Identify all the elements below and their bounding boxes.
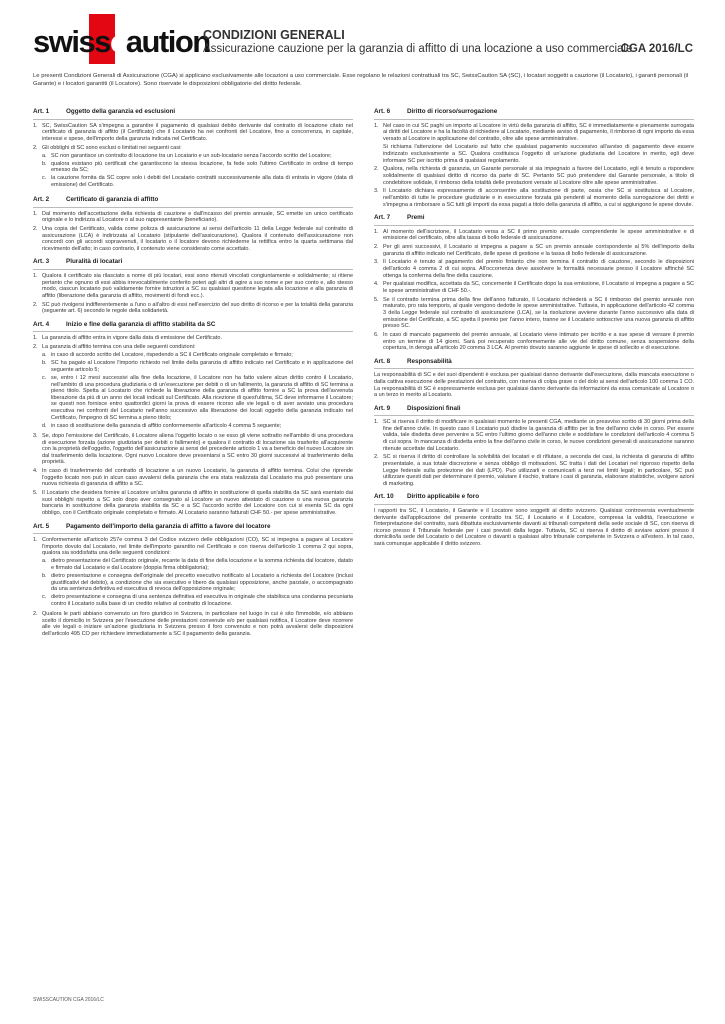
article-number: Art. 9 — [374, 404, 391, 412]
sub-clause-text: in caso di sostituzione della garanzia di affitto conformemente all'articolo 4 comma 5 seguente; — [51, 422, 282, 429]
clause — [33, 123, 353, 143]
sub-clause — [42, 161, 353, 174]
clause-body — [42, 273, 353, 299]
clause — [374, 332, 694, 352]
clause-body — [42, 344, 353, 431]
article-text: I rapporti tra SC, il Locatario, il Garante e il Locatore sono soggetti al diritto svizzero. Qualsiasi controversia eventualmente derivante dall'applicazione del presente contratto tra SC, il Locatario e il Locatore, compresa la validità, l'esecuzione e l'interpretazione del contratto, sarà dibattuta esclusivamente davanti ai tribunali competenti della sede sociale di SC, con riserva di ricorso presso il Tribunale federale per i casi previsti dalla legge. Tuttavia, SC si riserva il diritto di avviare azioni presso il domicilio/la sede del Locatario o del Locatore o davanti a qualsiasi altro tribunale competente in Svizzera o all'estero. In tal caso, sarà comunque applicabile il diritto svizzero. — [374, 508, 694, 547]
clause — [374, 229, 694, 242]
clause-text: Al momento dell'iscrizione, il Locatario versa a SC il primo premio annuale comprendente le spese amministrative e di emissione del certificato, oltre alla tassa di bollo federale di assicurazione. — [383, 228, 694, 242]
clause-text: Il Locatario che desidera fornire al Locatore un'altra garanzia di affitto in sostituzione di quella stabilita da SC sarà esentato dai suoi obblighi rispetto a SC solo dopo aver consegnato al Locatore un nuovo attestato di cauzione o una nuova garanzia bancaria in sostituzione della garanzia stabilita da SC e a SC l'accordo scritto del Locatore con cui si esenta SC da ogni obbligo, con il Certificato originale completato e firmato. Al Locatario saranno fatturati CHF 50.- per spese amministrative. — [42, 490, 353, 516]
article-title: Disposizioni finali — [407, 404, 461, 412]
clause — [33, 468, 353, 488]
clause-body — [42, 335, 353, 342]
sub-clause-text: qualora esistano più certificati che garantiscono la stessa locazione, fa fede solo l'ultimo Certificato in ordine di tempo emesso da SC; — [51, 160, 353, 174]
clause-text: Per qualsiasi modifica, accettata da SC, concernente il Certificato dopo la sua emissione, il Locatario si impegna a pagare a SC le spese amministrative di CHF 50.-. — [383, 281, 694, 294]
clause-number: 2. — [33, 301, 38, 308]
clause — [33, 344, 353, 431]
clause — [33, 433, 353, 466]
clause-number: 2. — [33, 144, 38, 151]
clause-body — [383, 166, 694, 186]
article-heading — [33, 197, 353, 208]
sub-clause-text: SC ha pagato al Locatore l'importo richiesto nel limite della garanzia di affitto indicato nel Certificato e in applicazione del seguente articolo 5; — [51, 360, 353, 373]
article-title: Certificato di garanzia di affitto — [66, 196, 159, 204]
clause-text: Qualora, nella richiesta di garanzia, un Garante personale si sia impegnato a favore del Locatario, egli è tenuto a rispondere solidalmente di qualsiasi diritto di ricorso da parte di SC. Pertanto SC può pretendere dal Garante personale, a titolo di condebitore solidale, il rimborso della totalità delle prestazioni versate al Locatore oltre alle spese amministrative. — [383, 166, 694, 186]
clause — [33, 145, 353, 191]
clause — [374, 259, 694, 279]
sub-clause-letter: a. — [42, 352, 47, 359]
article-title: Premi — [407, 214, 425, 222]
article-heading — [33, 259, 353, 270]
clause-number: 2. — [374, 244, 379, 251]
clause-number: 1. — [33, 122, 38, 129]
clause-body — [383, 454, 694, 487]
clause-body — [383, 297, 694, 330]
clause-text: Dal momento dell'accettazione della richiesta di cauzione e dall'incasso del premio annuale, SC emette un unico certificato originale e lo indirizza al Locatore o al suo rappresentante (beneficiario). — [42, 210, 353, 224]
clause-number: 1. — [33, 210, 38, 217]
sub-clause — [42, 558, 353, 571]
clause — [33, 611, 353, 637]
sub-clause-letter: a. — [42, 558, 47, 565]
clause-text: Gli obblighi di SC sono esclusi o limitati nei seguenti casi: — [42, 144, 182, 151]
sub-clause-text: dietro presentazione e consegna dell'originale del precetto esecutivo notificato al Locatario a richiesta del Locatore (inclusi giustificativi del debito), a condizione che sia esecutivo e libero da qualsiasi opposizione, anche parziale, o accompagnato da una sentenza definitiva ed esecutiva di revoca dell'opposizione originale; — [51, 573, 353, 593]
clause — [33, 226, 353, 252]
article-number: Art. 5 — [33, 522, 50, 530]
clause-number: 2. — [33, 226, 38, 233]
sub-clause-text: in caso di accordo scritto del Locatore, rispedendo a SC il Certificato originale completato e firmato; — [51, 352, 293, 359]
article-number: Art. 10 — [374, 493, 394, 501]
sub-clause — [42, 352, 353, 359]
sub-clause-letter: d. — [42, 422, 47, 429]
sub-clause-letter: b. — [42, 360, 47, 367]
clause-body — [383, 229, 694, 242]
clause-text: SC si riserva il diritto di modificare in qualsiasi momento le presenti CGA, mediante un preavviso scritto di 30 giorni prima della fine dell'anno civile. In questo caso il Locatario può disdire la garanzia di affitto per la fine dell'anno civile in corso. Per essere valida, tale disdetta deve pervenire a SC entro l'ultimo giorno dell'anno civile e soddisfare le condizioni dell'articolo 4 comma 5 di cui sopra. In mancanza di disdetta entro la fine dell'anno civile in corso, le nuove condizioni generali di assicurazione saranno ritenute accettate dal Locatario. — [383, 419, 694, 452]
article-section — [374, 494, 694, 547]
sub-clause-letter: a. — [42, 152, 47, 159]
clause-body — [383, 123, 694, 165]
clause-text: Una copia del Certificato, valida come polizza di assicurazione ai sensi dell'articolo 11 della Legge federale sul contratto di assicurazione (LCA) è indirizzata al Locatario (stipulante dell'assicurazione). Qualora il contenuto dell'assicurazione non concordi con gli accordi sopravvenuti, il locatario o il locatore devono richiederne la rettifica entro la quarta settimana dal ricevimento dell'atto; in caso contrario, il contenuto viene considerato come accettato. — [42, 226, 353, 252]
clause-body — [383, 281, 694, 294]
article-title: Inizio e fine della garanzia di affitto stabilita da SC — [66, 320, 216, 328]
clause-text: La garanzia di affitto entra in vigore dalla data di emissione del Certificato. — [42, 335, 222, 342]
article-section — [33, 524, 353, 638]
article-section — [374, 215, 694, 352]
swisscaution-logo — [33, 14, 210, 64]
sub-clause — [42, 594, 353, 607]
article-number: Art. 7 — [374, 214, 391, 222]
article-number: Art. 1 — [33, 108, 50, 115]
sub-clause-text: la cauzione fornita da SC copre solo i debiti del Locatario contratti successivamente alla data di entrata in vigore (data di emissione) del Certificato. — [51, 175, 353, 189]
clause-number: 3. — [374, 259, 379, 266]
clause-text: Per gli anni successivi, il Locatario si impegna a pagare a SC un premio annuale corrispondente al 5% dell'importo della garanzia di affitto indicato nel Certificato, delle spese di gestione e la tassa di bollo federale di assicurazione. — [383, 244, 694, 257]
article-section — [374, 406, 694, 488]
sub-clause-letter: b. — [42, 160, 47, 167]
article-heading — [374, 406, 694, 417]
sub-clause — [42, 375, 353, 421]
sub-clause-text: SC non garantisce un contratto di locazione tra un Locatario e un sub-locatario senza l'accordo scritto del Locatore; — [51, 152, 332, 159]
clause-number: 6. — [374, 331, 379, 338]
clause-body — [42, 123, 353, 143]
clause-number: 1. — [33, 335, 38, 342]
clause-body — [383, 188, 694, 208]
clause-text: SC può rivolgersi indifferentemente a l'uno o all'altro di essi nell'esercizio del suo diritto di ricorso e per la totalità della garanzia (seguente art. 6) secondo le regole della solidarietà. — [42, 301, 353, 315]
clause-number: 3. — [374, 188, 379, 195]
clause-body — [42, 211, 353, 224]
clause-number: 2. — [33, 344, 38, 351]
article-title: Diritto applicabile e foro — [407, 493, 480, 501]
sub-clause-text: se, entro i 12 mesi successivi alla fine della locazione, il Locatore non ha fatto valere alcun diritto contro il Locatario, nell'ambito di una procedura giudiziaria o di un'esecuzione per debiti o di un fallimento, la garanzia di affitto di SC termina a pieno titolo. Spetta al Locatario che richiede la liberazione della garanzia di affitto fornire a SC la prova dell'avvenuta liberazione da più di un anno dei locali indicati sul Certificato. Alla ricezione di quest'ultima, SC deve informarne il Locatore; se questi non fornisce entro quattordici giorni la prova di essere ricorso alle vie legali o di aver avviato una procedura esecutiva nei confronti del Locatario nell'anno successivo alla liberazione dei locali oggetto della garanzia indicato nel Certificato, l'impegno di SC termina a pieno titolo; — [51, 375, 353, 421]
clause-text: Se il contratto termina prima della fine dell'anno fatturato, il Locatario richiederà a SC il rimborso del premio annuale non maturato, pro rata temporis, al quale vengono dedotte le spese amministrative. Tuttavia, in applicazione dell'articolo 42 comma 3 della Legge federale sul contratto di assicurazione (LCA), se la risoluzione avviene durante l'anno successivo alla data di emissione del Certificato, a SC spetta il premio per l'anno intero, tranne se il Locatario sottoscrive una nuova garanzia di affitto presso SC. — [383, 296, 694, 330]
clause-body — [42, 145, 353, 191]
clause — [33, 211, 353, 224]
clause-number: 1. — [374, 228, 379, 235]
article-heading — [33, 109, 353, 120]
sub-clause-letter: b. — [42, 573, 47, 580]
left-column — [33, 109, 353, 645]
sub-clause — [42, 153, 353, 160]
clause-text: In caso di trasferimento del contratto di locazione a un nuovo Locatario, la garanzia di affitto termina. Colui che riprende l'oggetto locato non può in alcun caso avvalersi della garanzia che era stata realizzata dal Locatario ma può presentare una nuova richiesta di garanzia di affitto a SC. — [42, 468, 353, 488]
clause-text: SC si riserva il diritto di controllare la solvibilità dei locatari e di rifiutare, a seconda dei casi, la richiesta di garanzia di affitto presentatale, a sua totale discrezione e senza obbligo di motivazioni. SC tratta i dati dei Locatari nel rigoroso rispetto della Legge federale sulla protezione dei dati (LPD). Può utilizzarli e comunicarli a terzi nei limiti legali; in particolare, SC può utilizzare questi dati per determinare il premio, valutare il rischio, trattare i casi di garanzia, elaborare statistiche, svolgere azioni di marketing. — [383, 454, 694, 487]
clause-number: 5. — [374, 296, 379, 303]
sub-clause — [42, 423, 353, 430]
sub-clause-letter: c. — [42, 594, 47, 601]
clause — [374, 297, 694, 330]
sub-clause-text: dietro presentazione del Certificato originale, recante la data di fine della locazione e la somma richiesta dal locatore, datato e firmato dal Locatario e dal Locatore (doppia firma obbligatoria); — [51, 558, 353, 571]
clause-number: 5. — [33, 490, 38, 497]
clause-body — [383, 259, 694, 279]
clause-number: 1. — [33, 537, 38, 544]
page-footer: SWISSCAUTION CGA 2016/LC — [33, 997, 104, 1003]
clause-number: 3. — [33, 433, 38, 439]
clause-number: 1. — [374, 419, 379, 426]
clause — [374, 244, 694, 257]
clause-number: 4. — [33, 468, 38, 475]
article-title: Oggetto della garanzia ed esclusioni — [66, 108, 176, 115]
clause — [33, 335, 353, 342]
clause-body — [383, 332, 694, 352]
article-number: Art. 6 — [374, 108, 391, 115]
clause-number: 4. — [374, 281, 379, 288]
clause — [33, 537, 353, 609]
clause-number: 2. — [33, 611, 38, 618]
clause-text: Il Locatario dichiara espressamente di acconsentire alla sostituzione di parte, ossia che SC si sostituisca al Locatore, nell'ambito di tutte le procedure giudiziarie e in esecuzione forzata già pendenti al momento della surrogazione dei diritti e s'impegna a rimborsare a SC tutti gli importi da essa pagati a titolo della garanzia di affitto, a cui si aggiungono le spese dovute. — [383, 188, 694, 208]
article-heading — [374, 109, 694, 120]
document-subtitle: Assicurazione cauzione per la garanzia di affitto di una locazione a uso commerciale — [203, 43, 633, 55]
clause — [33, 302, 353, 315]
article-heading — [374, 494, 694, 505]
document-title: CONDIZIONI GENERALI — [203, 28, 345, 42]
article-title: Pluralità di locatari — [66, 258, 123, 266]
clause-body — [42, 433, 353, 466]
clause — [374, 123, 694, 165]
clause-body — [42, 302, 353, 315]
sub-clause-text: dietro presentazione e consegna di una sentenza definitiva ed esecutiva in originale che stabilisca una condanna pecuniaria contro il Locatario sulla base di un credito relativo al contratto di locazione. — [51, 594, 353, 607]
sub-clause — [42, 175, 353, 188]
sub-clause — [42, 573, 353, 593]
logo-text-c: c — [109, 24, 126, 59]
article-number: Art. 8 — [374, 357, 391, 365]
clause — [33, 490, 353, 516]
article-section — [33, 259, 353, 314]
article-text: La responsabilità di SC e dei suoi dipendenti è esclusa per qualsiasi danno derivante dall'esecuzione, dalla mancata esecuzione o dalla cattiva esecuzione delle prestazioni del contratto, con riserva di colpa grave o del dolo ai sensi dell'articolo 100 comma 1 CO. La responsabilità di SC è espressamente esclusa per qualsiasi danno derivante da informazioni da essa comunicate al Locatore o a un terzo in merito al Locatario. — [374, 372, 694, 399]
clause-body — [42, 537, 353, 609]
article-title: Responsabilità — [407, 357, 452, 365]
clause-text: Qualora il certificato sia rilasciato a nome di più locatari, essi sono ritenuti vincolati congiuntamente e solidalmente; si ritiene pertanto che ognuno di essi abbia irrevocabilmente conferito poteri agli altri di agire a suo nome e per suo conto e, allo stesso modo, ciascun locatario può validamente fornire istruzioni a SC su qualsiasi questione legata alla locazione e alla garanzia di affitto (liberazione della garanzia di affitto, movimenti di fondi ecc.). — [42, 273, 353, 299]
clause — [374, 281, 694, 294]
article-heading — [374, 215, 694, 226]
article-title: Pagamento dell'importo della garanzia di affitto a favore del locatore — [66, 522, 271, 530]
clause-text: Il Locatario è tenuto al pagamento del premio fintanto che non termina il contratto di cauzione, secondo le disposizioni dell'articolo 4 comma 2 di cui sopra. All'occorrenza deve assolvere le formalità necessarie presso il Locatore affinché SC ottenga la conferma della fine della cauzione. — [383, 259, 694, 279]
clause — [374, 188, 694, 208]
sub-clause — [42, 360, 353, 373]
article-number: Art. 4 — [33, 320, 50, 328]
article-number: Art. 3 — [33, 258, 50, 266]
article-heading — [374, 359, 694, 370]
clause-number: 2. — [374, 454, 379, 461]
clause — [374, 419, 694, 452]
right-column — [374, 109, 694, 555]
document-code: CGA 2016/LC — [620, 43, 693, 55]
clause-text: Nel caso in cui SC paghi un importo al Locatore in virtù della garanzia di affitto, SC è immediatamente e pienamente surrogata ai diritti del Locatore e ha la facoltà di richiedere al Locatario, mediante avviso di pagamento, il rimborso di ogni importo da essa versato al Locatore in applicazione del contratto, oltre alle spese amministrative. — [383, 122, 694, 142]
logo-text-swiss: swiss — [33, 24, 110, 59]
clause-text: SC, SwissCaution SA s'impegna a garantire il pagamento di qualsiasi debito derivante dal contratto di locazione citato nel certificato di garanzia di affitto (il Certificato) che il Locatario ha nei confronti del Locatore, fino a concorrenza, in capitale, interessi e spese, dell'importo della garanzia indicata nel Certificato. — [42, 122, 353, 142]
clause — [374, 454, 694, 487]
article-heading — [33, 524, 353, 535]
clause-body — [42, 226, 353, 252]
clause-number: 1. — [374, 122, 379, 129]
article-number: Art. 2 — [33, 196, 50, 204]
clause-body — [42, 611, 353, 637]
clause-number: 1. — [33, 273, 38, 280]
intro-paragraph: Le presenti Condizioni Generali di Assicurazione (CGA) si applicano esclusivamente alle locazioni a uso commerciale. Esse regolano le relazioni contrattuali tra SC, SwissCaution SA (SC), i locatari soggetti a cauzione (il Locatario), i garanti personali (il Garante) e i locatori garantiti (il Locatore). Sono riservate le disposizioni obbligatorie del diritto federale. — [33, 73, 689, 87]
article-section — [374, 109, 694, 208]
sub-clause-letter: c. — [42, 175, 47, 182]
article-section — [374, 359, 694, 399]
clause-number: 2. — [374, 166, 379, 173]
logo-text-aution: aution — [125, 24, 210, 59]
sub-clause-letter: c. — [42, 375, 47, 382]
clause-text: La garanzia di affitto termina con una delle seguenti condizioni: — [42, 344, 196, 351]
clause-text: Conformemente all'articolo 257e comma 3 del Codice svizzero delle obbligazioni (CO), SC si impegna a pagare al Locatore l'importo dovuto dal Locatario, nel limite dell'importo garantito nel Certificato e con riserva dell'articolo 1 comma 2 qui sopra, qualora sia soddisfatta una delle seguenti condizioni: — [42, 537, 353, 557]
clause-body — [383, 419, 694, 452]
article-section — [33, 197, 353, 252]
article-title: Diritto di ricorso/surrogazione — [407, 108, 498, 115]
page-header — [33, 14, 693, 64]
clause-body — [42, 468, 353, 488]
article-section — [33, 109, 353, 190]
clause-text: In caso di mancato pagamento del premio annuale, al Locatario viene intimato per iscritto e a sue spese di versare il premio entro un termine di 14 giorni. Sarà poi recuperato conformemente alle vie del diritto comune, senza sospensione della copertura, in deroga all'articolo 20 comma 3 LCA. Al premio dovuto saranno aggiunte le spese di sollecito e di esecuzione. — [383, 331, 694, 352]
clause-body — [383, 244, 694, 257]
clause — [33, 273, 353, 299]
article-heading — [33, 322, 353, 333]
clause-body — [42, 490, 353, 516]
clause-paragraph: Si richiama l'attenzione del Locatario sul fatto che qualsiasi pagamento successivo all'avviso di pagamento deve essere indirizzato esclusivamente a SC. Qualora costituisca l'oggetto di un'azione giudiziaria del Locatore in merito, egli deve informare SC per iscritto prima di qualsiasi regolamento. — [383, 144, 694, 164]
clause-text: Se, dopo l'emissione del Certificato, il Locatore aliena l'oggetto locato o se esso gli viene sottratto nell'ambito di una procedura di esecuzione forzata (azione giudiziaria per debiti o fallimento) e qualora il contratto di locazione sia trasferito all'acquirente con la proprietà dell'oggetto, l'oggetto dell'assicurazione ai sensi del precedente articolo 1 va a beneficio del nuovo Locatore sin dal trasferimento della locazione. Ogni nuovo Locatore deve presentarsi a SC entro 30 giorni successivi al trasferimento della proprietà. — [42, 433, 353, 466]
clause-text: Qualora le parti abbiano convenuto un foro giuridico in Svizzera, in particolare nel luogo in cui è sito l'immobile, e/o abbiano scelto il domicilio in Svizzera per l'esecuzione delle prestazioni convenute e/o per qualsiasi notifica, il Locatore deve ricorrere alle vie legali o iniziare un'azione giudiziaria in Svizzera presso il foro convenuto e non potrà avvalersi delle disposizioni dell'articolo 495 CO per richiedere immediatamente a SC il pagamento della garanzia. — [42, 611, 353, 637]
article-section — [33, 322, 353, 517]
clause — [374, 166, 694, 186]
